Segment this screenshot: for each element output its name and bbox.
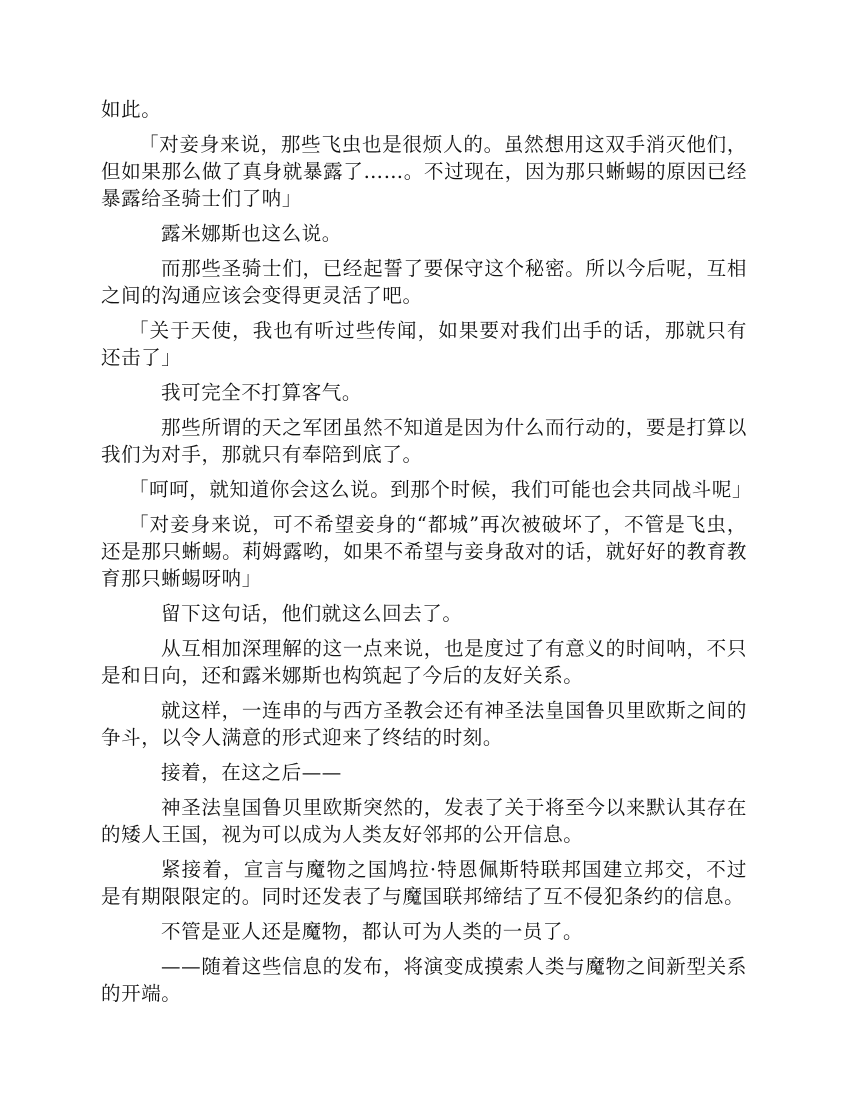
- paragraph: 而那些圣骑士们，已经起誓了要保守这个秘密。所以今后呢，互相之间的沟通应该会变得更灵活了吧。: [101, 257, 747, 307]
- paragraph: 我可完全不打算客气。: [161, 381, 363, 404]
- dialogue-paragraph: 「呵呵，就知道你会这么说。到那个时候，我们可能也会共同战斗呢」: [129, 478, 753, 501]
- paragraph: 留下这句话，他们就这么回去了。: [161, 602, 463, 625]
- paragraph: 如此。: [101, 98, 162, 121]
- paragraph: 露米娜斯也这么说。: [161, 222, 342, 245]
- paragraph: 就这样，一连串的与西方圣教会还有神圣法皇国鲁贝里欧斯之间的争斗，以令人满意的形式迎来了终结的时刻。: [101, 699, 747, 749]
- paragraph: 紧接着，宣言与魔物之国鸠拉·特恩佩斯特联邦国建立邦交，不过是有期限限定的。同时还发表了与魔国联邦缔结了互不侵犯条约的信息。: [101, 858, 747, 908]
- paragraph: 从互相加深理解的这一点来说，也是度过了有意义的时间呐，不只是和日向，还和露米娜斯也构筑起了今后的友好关系。: [101, 637, 747, 687]
- paragraph: ——随着这些信息的发布，将演变成摸索人类与魔物之间新型关系的开端。: [101, 955, 747, 1005]
- paragraph: 那些所谓的天之军团虽然不知道是因为什么而行动的，要是打算以我们为对手，那就只有奉陪到底了。: [101, 416, 747, 466]
- dialogue-paragraph: 「对妾身来说，那些飞虫也是很烦人的。虽然想用这双手消灭他们，但如果那么做了真身就暴露了……。不过现在，因为那只蜥蜴的原因已经暴露给圣骑士们了呐」: [101, 133, 747, 210]
- dialogue-paragraph: 「对妾身来说，可不希望妾身的“都城”再次被破坏了，不管是飞虫，还是那只蜥蜴。莉姆露哟，如果不希望与妾身敌对的话，就好好的教育教育那只蜥蜴呀呐」: [101, 513, 747, 590]
- document-page: [101, 96, 753, 1015]
- paragraph: 神圣法皇国鲁贝里欧斯突然的，发表了关于将至今以来默认其存在的矮人王国，视为可以成为人类友好邻邦的公开信息。: [101, 796, 747, 846]
- paragraph: 接着，在这之后——: [161, 761, 342, 784]
- dialogue-paragraph: 「关于天使，我也有听过些传闻，如果要对我们出手的话，那就只有还击了」: [101, 319, 747, 369]
- paragraph: 不管是亚人还是魔物，都认可为人类的一员了。: [161, 920, 584, 943]
